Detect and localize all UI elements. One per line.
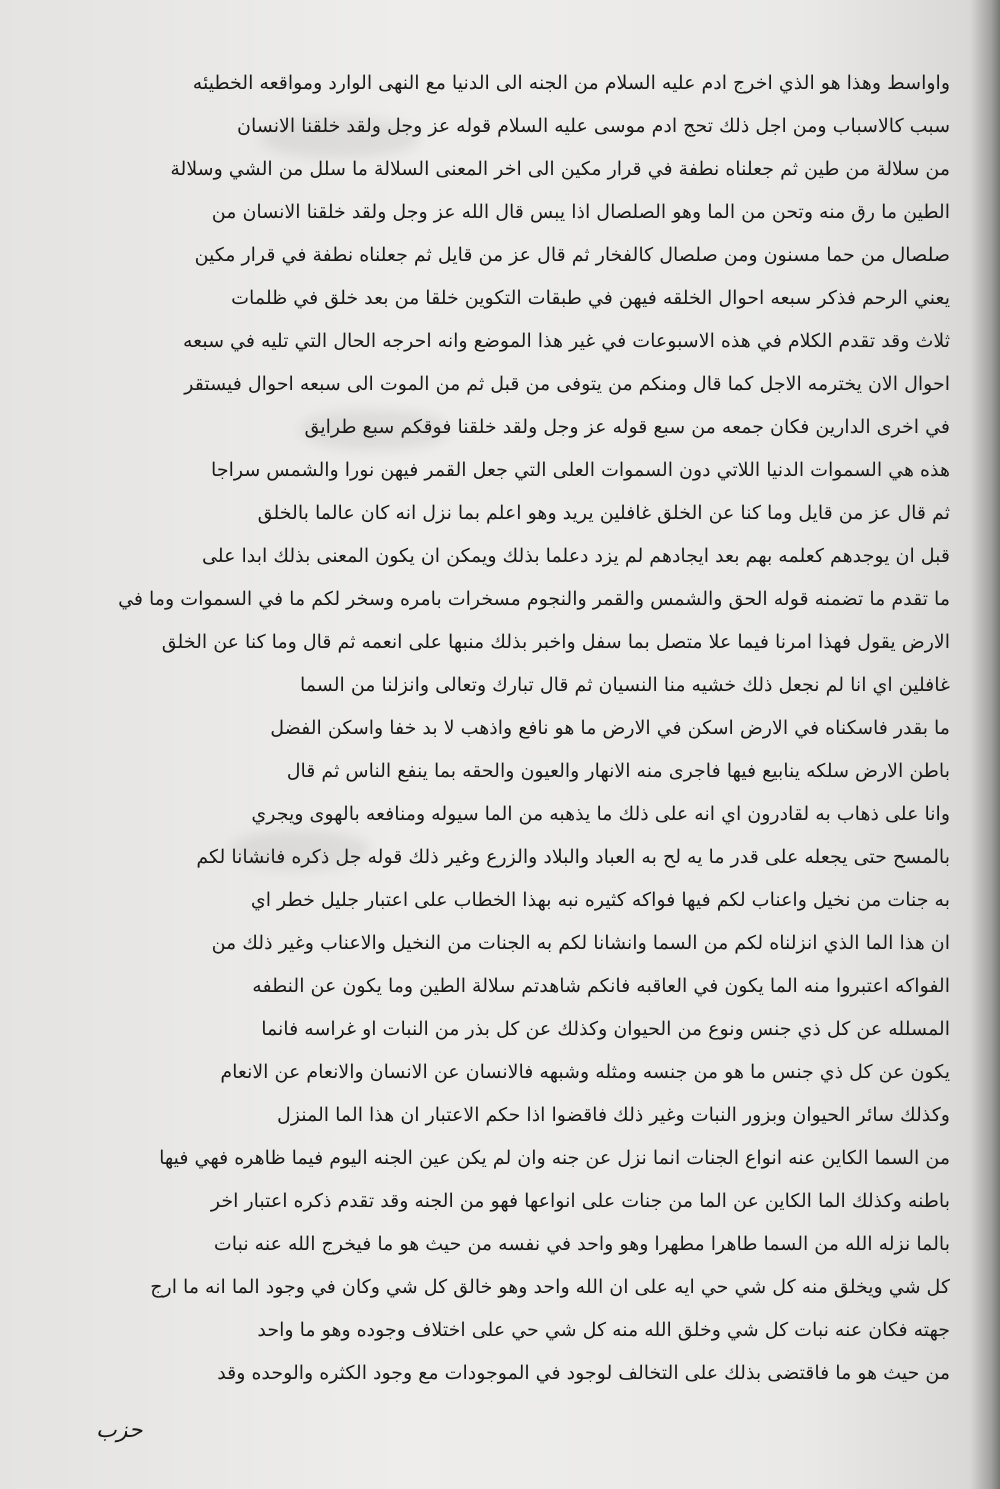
manuscript-line: وكذلك سائر الحيوان وبزور النبات وغير ذلك فاقضوا اذا حكم الاعتبار ان هذا الما المنزل [277, 1104, 950, 1126]
manuscript-line: من السما الكاين عنه انواع الجنات انما نزل عن جنه وان لم يكن عين الجنه اليوم فيما ظاهره فهي فيها [159, 1147, 950, 1169]
manuscript-line: ثلاث وقد تقدم الكلام في هذه الاسبوعات في غير هذا الموضع وانه احرجه الحال التي تليه في سبعه [183, 330, 950, 352]
manuscript-line: ان هذا الما الذي انزلناه لكم من السما وانشانا لكم به الجنات من النخيل والاعناب وغير ذلك من [211, 932, 950, 954]
manuscript-line: ما بقدر فاسكناه في الارض اسكن في الارض ما هو نافع واذهب لا بد خفا واسكن الفضل [270, 717, 950, 739]
manuscript-line: ثم قال عز من قايل وما كنا عن الخلق غافلين يريد وهو اعلم بما نزل انه كان عالما بالخلق [257, 502, 950, 524]
manuscript-line: احوال الان يخترمه الاجل كما قال ومنكم من يتوفى من قبل ثم من الموت الى سبعه احوال فيستقر [184, 373, 950, 395]
manuscript-line: واواسط وهذا هو الذي اخرج ادم عليه السلام من الجنه الى الدنيا مع النهى الوارد ومواقعه الخطيئه [192, 72, 950, 94]
manuscript-line: صلصال من حما مسنون ومن صلصال كالفخار ثم قال عز من قايل ثم جعلناه نطفة في قرار مكين [194, 244, 950, 266]
binding-gutter [970, 0, 1000, 1489]
manuscript-line: جهته فكان عنه نبات كل شي وخلق الله منه كل شي حي على اختلاف وجوده وهو ما واحد [257, 1319, 950, 1341]
manuscript-line: بالمسح حتى يجعله على قدر ما يه لح به العباد والبلاد والزرع وغير ذلك قوله جل ذكره فانشانا لكم [196, 846, 950, 868]
manuscript-line: هذه هي السموات الدنيا اللاتي دون السموات العلى التي جعل القمر فيهن نورا والشمس سراجا [211, 459, 950, 481]
manuscript-line: المسلله عن كل ذي جنس ونوع من الحيوان وكذلك عن كل بذر من النبات او غراسه فانما [261, 1018, 950, 1040]
catchword: حزب [96, 1418, 143, 1443]
manuscript-line: قبل ان يوجدهم كعلمه بهم بعد ايجادهم لم يزد دعلما بذلك ويمكن ان يكون المعنى بذلك ابدا على [201, 545, 950, 567]
manuscript-line: من حيث هو ما فاقتضى بذلك على التخالف لوجود في الموجودات مع وجود الكثره والوحده وقد [217, 1362, 950, 1384]
manuscript-line: بالما نزله الله من السما طاهرا مطهرا وهو واحد في نفسه من حيث هو ما فيخرج الله عنه نبات [213, 1233, 950, 1255]
manuscript-text-block [60, 62, 950, 1395]
manuscript-line: الطين ما رق منه وتحن من الما وهو الصلصال اذا يبس قال الله عز وجل ولقد خلقنا الانسان من [211, 201, 950, 223]
manuscript-line: في اخرى الدارين فكان جمعه من سبع قوله عز وجل ولقد خلقنا فوقكم سبع طرايق [304, 416, 950, 438]
manuscript-line: سبب كالاسباب ومن اجل ذلك تحج ادم موسى عليه السلام قوله عز وجل ولقد خلقنا الانسان [237, 115, 950, 137]
manuscript-line: الارض يقول فهذا امرنا فيما علا متصل بما سفل واخبر بذلك منبها على انعمه ثم قال وما كنا عن الخلق [161, 631, 950, 653]
manuscript-line: من سلالة من طين ثم جعلناه نطفة في قرار مكين الى اخر المعنى السلالة ما سلل من الشي وسلالة [170, 158, 950, 180]
manuscript-line: ما تقدم ما تضمنه قوله الحق والشمس والقمر والنجوم مسخرات بامره وسخر لكم ما في السموات وما في [118, 588, 950, 610]
manuscript-line: وانا على ذهاب به لقادرون اي انه على ذلك ما يذهبه من الما سيوله ومنافعه بالهوى ويجري [251, 803, 950, 825]
manuscript-line: يكون عن كل ذي جنس ما هو من جنسه ومثله وشبهه فالانسان عن الانسان والانعام عن الانعام [220, 1061, 950, 1083]
manuscript-line: باطنه وكذلك الما الكاين عن الما من جنات على انواعها فهو من الجنه وقد تقدم ذكره اعتبار اخر [210, 1190, 950, 1212]
manuscript-line: به جنات من نخيل واعناب لكم فيها فواكه كثيره نبه بهذا الخطاب على اعتبار جليل خطر اي [250, 889, 950, 911]
manuscript-line: غافلين اي انا لم نجعل ذلك خشيه منا النسيان ثم قال تبارك وتعالى وانزلنا من السما [299, 674, 950, 696]
manuscript-line: باطن الارض سلكه ينابيع فيها فاجرى منه الانهار والعيون والحقه بما ينفع الناس ثم قال [286, 760, 950, 782]
manuscript-line: كل شي ويخلق منه كل شي حي ايه على ان الله واحد وهو خالق كل شي وكان في وجود الما انه ما ارج [150, 1276, 950, 1298]
manuscript-line: الفواكه اعتبروا منه الما يكون في العاقبه فانكم شاهدتم سلالة الطين وما يكون عن النطفه [252, 975, 950, 997]
manuscript-line: يعني الرحم فذكر سبعه احوال الخلقه فيهن في طبقات التكوين خلقا من بعد خلق في ظلمات [231, 287, 950, 309]
